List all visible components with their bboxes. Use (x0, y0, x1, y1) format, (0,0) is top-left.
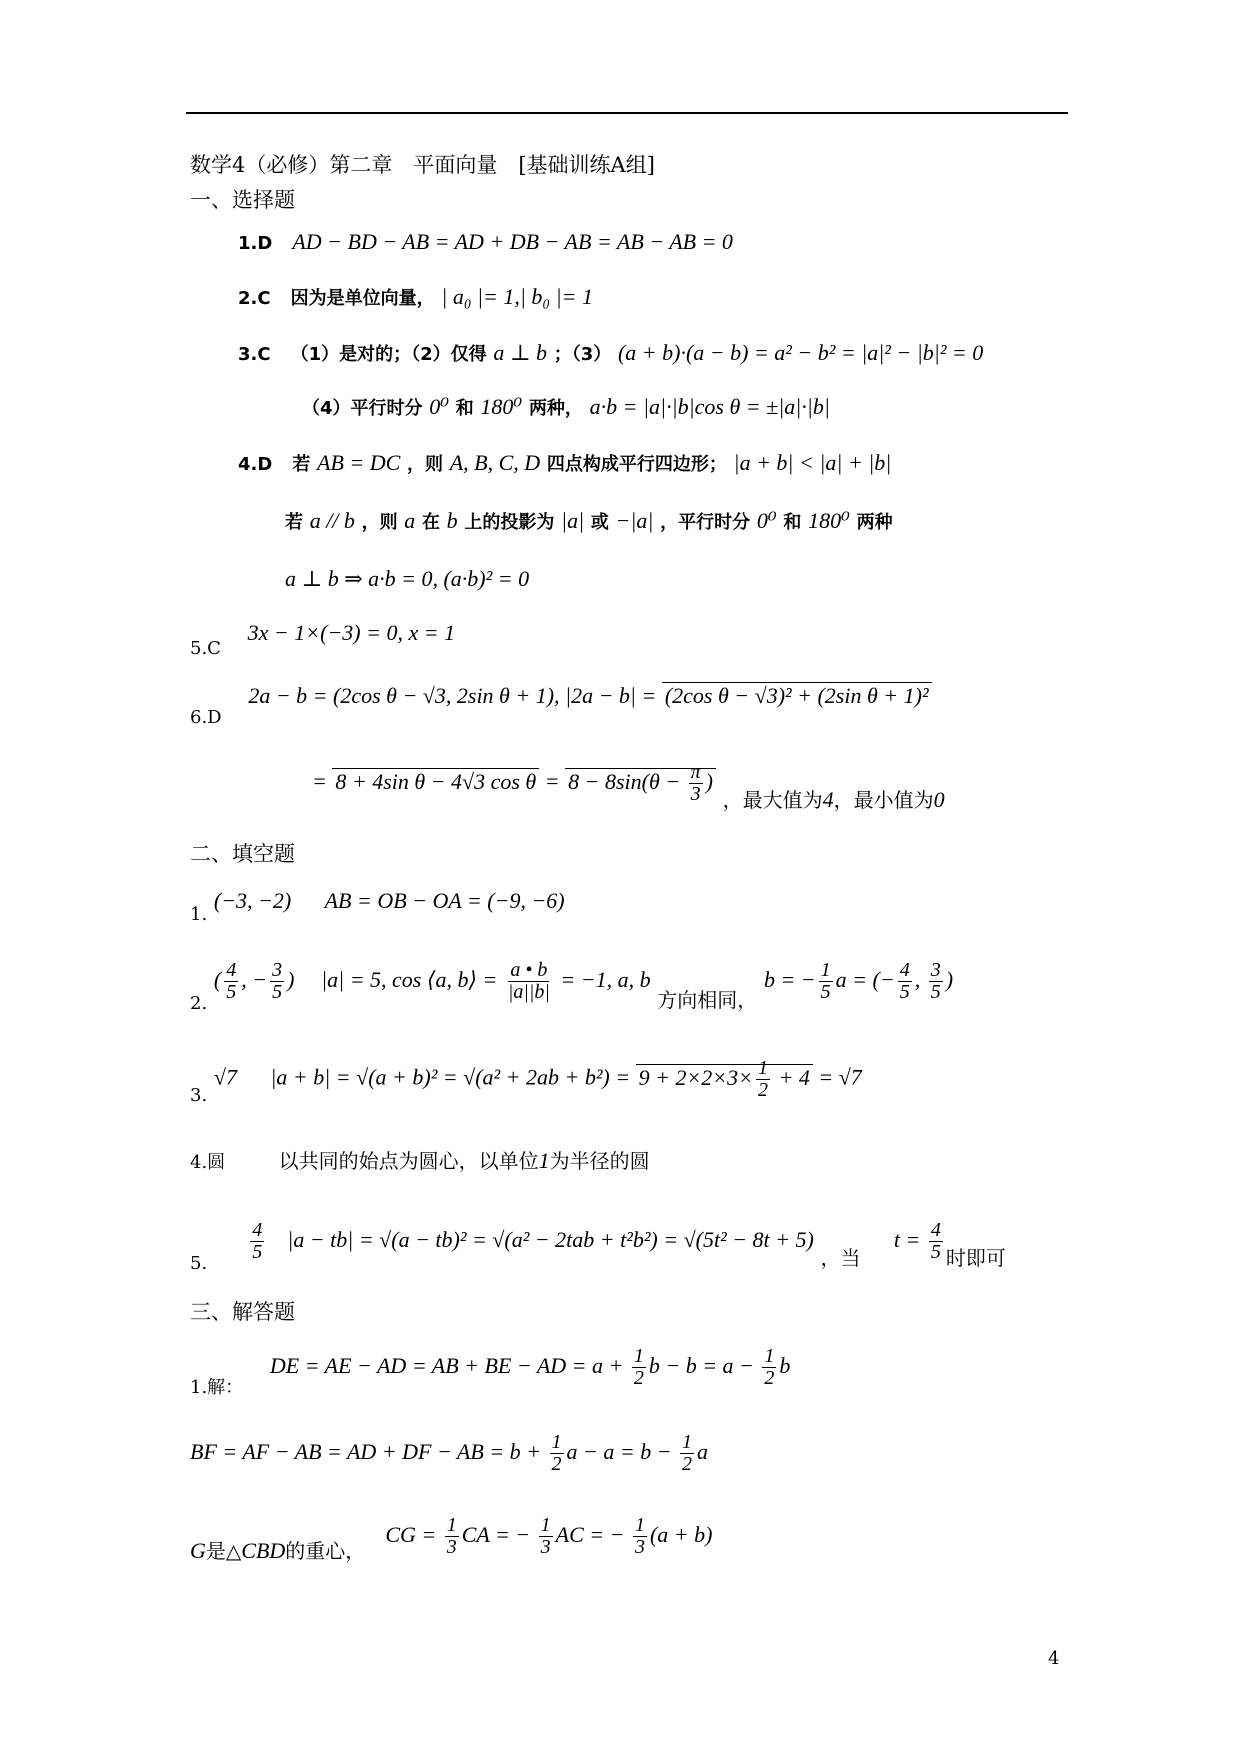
f2-frac2 (270, 960, 284, 1003)
f2-expr1: |a| = 5, cos ⟨a, b⟩ = (321, 967, 503, 992)
q6-pi-frac (689, 762, 703, 805)
q4-expr2: A, B, C, D (449, 450, 541, 475)
a1-label: 1.解： (190, 1377, 244, 1398)
f1-ans: (−3, −2) (213, 888, 292, 913)
choice-q4-line3 (285, 566, 529, 592)
f4-one: 1 (538, 1148, 550, 1173)
f2-expr4: a = (− (835, 967, 895, 992)
f2-d1: 5 (226, 981, 237, 1003)
a1-frac7 (633, 1515, 647, 1558)
q4-expr9: 0⁰ (756, 508, 777, 533)
q4-text11: 两种 (856, 512, 893, 533)
f2-frac1 (224, 960, 238, 1003)
f2-d5: 5 (930, 981, 941, 1003)
choice-q5 (190, 620, 456, 659)
q6-sqrt1: (2cos θ − √3)² + (2sin θ + 1)² (662, 682, 932, 708)
a1-frac5 (445, 1515, 459, 1558)
f3-n: 1 (758, 1057, 768, 1079)
fill-q2 (190, 959, 954, 1014)
q6-min: 0 (933, 786, 945, 812)
f5-n2: 4 (930, 1219, 941, 1241)
a1-n1: 1 (633, 1345, 644, 1367)
q4-text1: 若 (292, 454, 311, 475)
answer-q1-line3 (190, 1514, 713, 1563)
a1-d6: 3 (540, 1536, 551, 1558)
f2-n2: 3 (272, 959, 283, 981)
q6-expr2: = (312, 768, 333, 794)
f2-n5: 3 (930, 959, 941, 981)
f3-expr2: = √7 (812, 1064, 862, 1090)
a1-g: G (190, 1538, 206, 1563)
q4-expr11: a ⊥ b ⇒ a·b = 0, (a·b)² = 0 (285, 566, 530, 591)
q6-pi: π (690, 761, 701, 783)
a1-expr1: DE = AE − AD = AB + BE − AD = a + (269, 1353, 629, 1378)
q4-text7: 上的投影为 (464, 512, 555, 533)
f2-frac4 (898, 960, 912, 1003)
q4-expr5: a (404, 508, 416, 533)
f2-den: |a||b| (507, 981, 550, 1003)
answer-q1-line2 (190, 1432, 708, 1475)
f4-text1: 以共同的始点为圆心，以单位 (278, 1149, 539, 1173)
f5-d: 5 (252, 1241, 263, 1263)
q4-label: 4.D (238, 454, 273, 475)
q4-expr4: a // b (309, 508, 355, 533)
choice-q1 (238, 229, 733, 255)
q4-text8: 或 (590, 512, 609, 533)
f3-sqrt-body: 9 + 2×2×3× (638, 1064, 753, 1090)
f5-text1: ，当 (820, 1246, 861, 1270)
q3-expr1: a ⊥ b (493, 340, 548, 365)
f2-label: 2. (190, 993, 208, 1014)
q6-expr1: 2a − b = (2cos θ − √3, 2sin θ + 1), |2a − b| = (248, 683, 662, 708)
q2-label: 2.C (238, 288, 271, 309)
choice-q4-line2 (285, 508, 893, 534)
f2-num: a • b (510, 959, 548, 981)
q4-text10: 和 (783, 512, 802, 533)
q3-expr5: a·b = |a|·|b|cos θ = ±|a|·|b| (589, 394, 830, 419)
f4-text2: 为半径的圆 (549, 1149, 650, 1173)
f5-n: 4 (252, 1219, 263, 1241)
fill-q5 (190, 1219, 1006, 1274)
q3-label: 3.C (238, 344, 271, 365)
q4-expr7: |a| (561, 508, 585, 533)
q4-expr1: AB = DC (317, 450, 401, 475)
a1-expr3d: (a + b) (649, 1522, 713, 1547)
a1-expr2c: a (697, 1439, 709, 1464)
f2-text: 方向相同， (657, 988, 758, 1012)
q3-expr4: 180⁰ (480, 394, 523, 419)
q6-expr3: = (539, 768, 566, 794)
q2-text: 因为是单位向量， (290, 288, 435, 309)
f3-frac (756, 1058, 770, 1101)
section-heading-answer: 三、解答题 (190, 1300, 295, 1324)
fill-q4 (190, 1148, 650, 1174)
a1-d7: 3 (634, 1536, 645, 1558)
section-heading-fill: 二、填空题 (190, 842, 295, 866)
f2-n4: 4 (899, 959, 910, 981)
a1-d4: 2 (682, 1453, 693, 1475)
q3-expr3: 0⁰ (429, 394, 450, 419)
a1-d2: 2 (764, 1367, 775, 1389)
a1-cbd: CBD (241, 1538, 286, 1563)
a1-expr3c: AC = − (555, 1522, 630, 1547)
f2-frac5 (929, 960, 943, 1003)
a1-frac6 (539, 1515, 553, 1558)
q4-expr3: |a + b| < |a| + |b| (733, 450, 892, 475)
a1-frac1 (632, 1346, 646, 1389)
f2-sep2: , (914, 967, 926, 992)
f2-d3: 5 (820, 981, 831, 1003)
f2-n1: 4 (226, 959, 237, 981)
choice-q6 (190, 683, 932, 728)
a1-d3: 2 (551, 1453, 562, 1475)
f5-t: t = (893, 1227, 926, 1252)
q4-text2: ，则 (407, 454, 444, 475)
f1-label: 1. (190, 904, 208, 925)
q3-text2: ；（3） (553, 344, 612, 365)
q6-sqrt3b: ) (705, 768, 713, 794)
q5-expr: 3x − 1×(−3) = 0, x = 1 (247, 620, 456, 645)
choice-q3 (238, 340, 983, 366)
a1-text2: 的重心， (285, 1539, 366, 1563)
q4-text9: ，平行时分 (660, 512, 751, 533)
f2-frac-main (506, 960, 552, 1003)
q1-label: 1.D (238, 233, 273, 254)
a1-expr1c: b (779, 1353, 791, 1378)
q4-text6: 在 (421, 512, 440, 533)
page-number: 4 (1048, 1648, 1060, 1669)
a1-expr3b: CA = − (461, 1522, 536, 1547)
a1-frac3 (550, 1432, 564, 1475)
q6-text2: ，最小值为 (833, 787, 934, 812)
q4-text4: 若 (285, 512, 303, 533)
f2-ans-open: ( (213, 967, 222, 992)
f5-expr: |a − tb| = √(a − tb)² = √(a² − 2tab + t²b²) = √(5t² − 8t + 5) (287, 1227, 814, 1252)
q3-text4: 和 (455, 398, 474, 419)
a1-n2: 1 (764, 1345, 775, 1367)
f3-expr1: |a + b| = √(a + b)² = √(a² + 2ab + b²) = (270, 1064, 636, 1090)
q4-text5: ，则 (361, 512, 398, 533)
choice-q4 (238, 450, 891, 476)
a1-expr3: CG = (385, 1522, 442, 1547)
q6-sqrt3 (565, 761, 716, 805)
f3-sqrt-end: + 4 (773, 1064, 810, 1090)
q1-expr: AD − BD − AB = AD + DB − AB = AB − AB = 0 (292, 229, 733, 254)
q3-text1: （1）是对的；（2）仅得 (290, 344, 487, 365)
q4-expr6: b (446, 508, 458, 533)
q3-text3: （4）平行时分 (302, 398, 423, 419)
f1-expr: AB = OB − OA = (−9, −6) (324, 888, 565, 913)
choice-q2 (238, 284, 593, 310)
q6-sqrt2: 8 + 4sin θ − 4√3 cos θ (332, 768, 539, 794)
f5-d2: 5 (930, 1241, 941, 1263)
f2-expr3: b = − (763, 967, 816, 992)
q4-expr10: 180⁰ (808, 508, 850, 533)
answer-q1-line1 (190, 1345, 791, 1398)
choice-q6-line2 (312, 761, 945, 812)
a1-n5: 1 (446, 1514, 457, 1536)
page-title: 数学4（必修）第二章 平面向量 [基础训练A组] (190, 153, 655, 177)
fill-q1 (190, 888, 565, 925)
q5-label: 5.C (190, 638, 221, 659)
a1-n7: 1 (634, 1514, 645, 1536)
q2-expr: | a₀ |= 1,| b₀ |= 1 (441, 284, 593, 309)
a1-expr1b: b − b = a − (648, 1353, 760, 1378)
q6-label: 6.D (190, 707, 222, 728)
q6-max: 4 (822, 786, 834, 812)
q3-expr2: (a + b)·(a − b) = a² − b² = |a|² − |b|² = 0 (617, 340, 984, 365)
f2-n3: 1 (820, 959, 831, 981)
q6-three: 3 (690, 783, 701, 805)
q6-text1: ，最大值为 (722, 787, 823, 812)
f3-sqrt (636, 1057, 813, 1101)
header-rule (186, 112, 1068, 114)
f2-sep: , − (241, 967, 268, 992)
f4-label: 4.圆 (190, 1152, 226, 1173)
q6-sqrt3a: 8 − 8sin(θ − (568, 768, 686, 794)
q3-text5: 两种， (528, 398, 583, 419)
f3-label: 3. (190, 1084, 208, 1106)
f2-frac3 (819, 960, 833, 1003)
a1-n4: 1 (682, 1431, 693, 1453)
q4-text3: 四点构成平行四边形； (546, 454, 727, 475)
f2-close2: ) (945, 967, 954, 992)
f2-close: ) (287, 967, 295, 992)
f2-d4: 5 (899, 981, 910, 1003)
q4-expr8: −|a| (615, 508, 654, 533)
f3-d: 2 (758, 1079, 768, 1101)
a1-d1: 2 (633, 1367, 644, 1389)
a1-d5: 3 (446, 1536, 457, 1558)
a1-frac4 (680, 1432, 694, 1475)
a1-frac2 (762, 1346, 776, 1389)
a1-n6: 1 (540, 1514, 551, 1536)
f5-frac2 (929, 1220, 943, 1263)
f3-ans: √7 (213, 1064, 237, 1090)
a1-text1: 是△ (205, 1539, 242, 1563)
a1-expr2b: a − a = b − (566, 1439, 678, 1464)
f2-d2: 5 (272, 981, 283, 1003)
f2-expr2: = −1, a, b (554, 967, 651, 992)
f5-frac (250, 1220, 264, 1263)
choice-q3-part4 (302, 394, 830, 420)
f5-label: 5. (190, 1253, 208, 1274)
a1-expr2: BF = AF − AB = AD + DF − AB = b + (190, 1439, 547, 1464)
a1-n3: 1 (551, 1431, 562, 1453)
fill-q3 (190, 1057, 862, 1106)
section-heading-choice: 一、选择题 (190, 188, 295, 212)
f5-text2: 时即可 (945, 1246, 1006, 1270)
